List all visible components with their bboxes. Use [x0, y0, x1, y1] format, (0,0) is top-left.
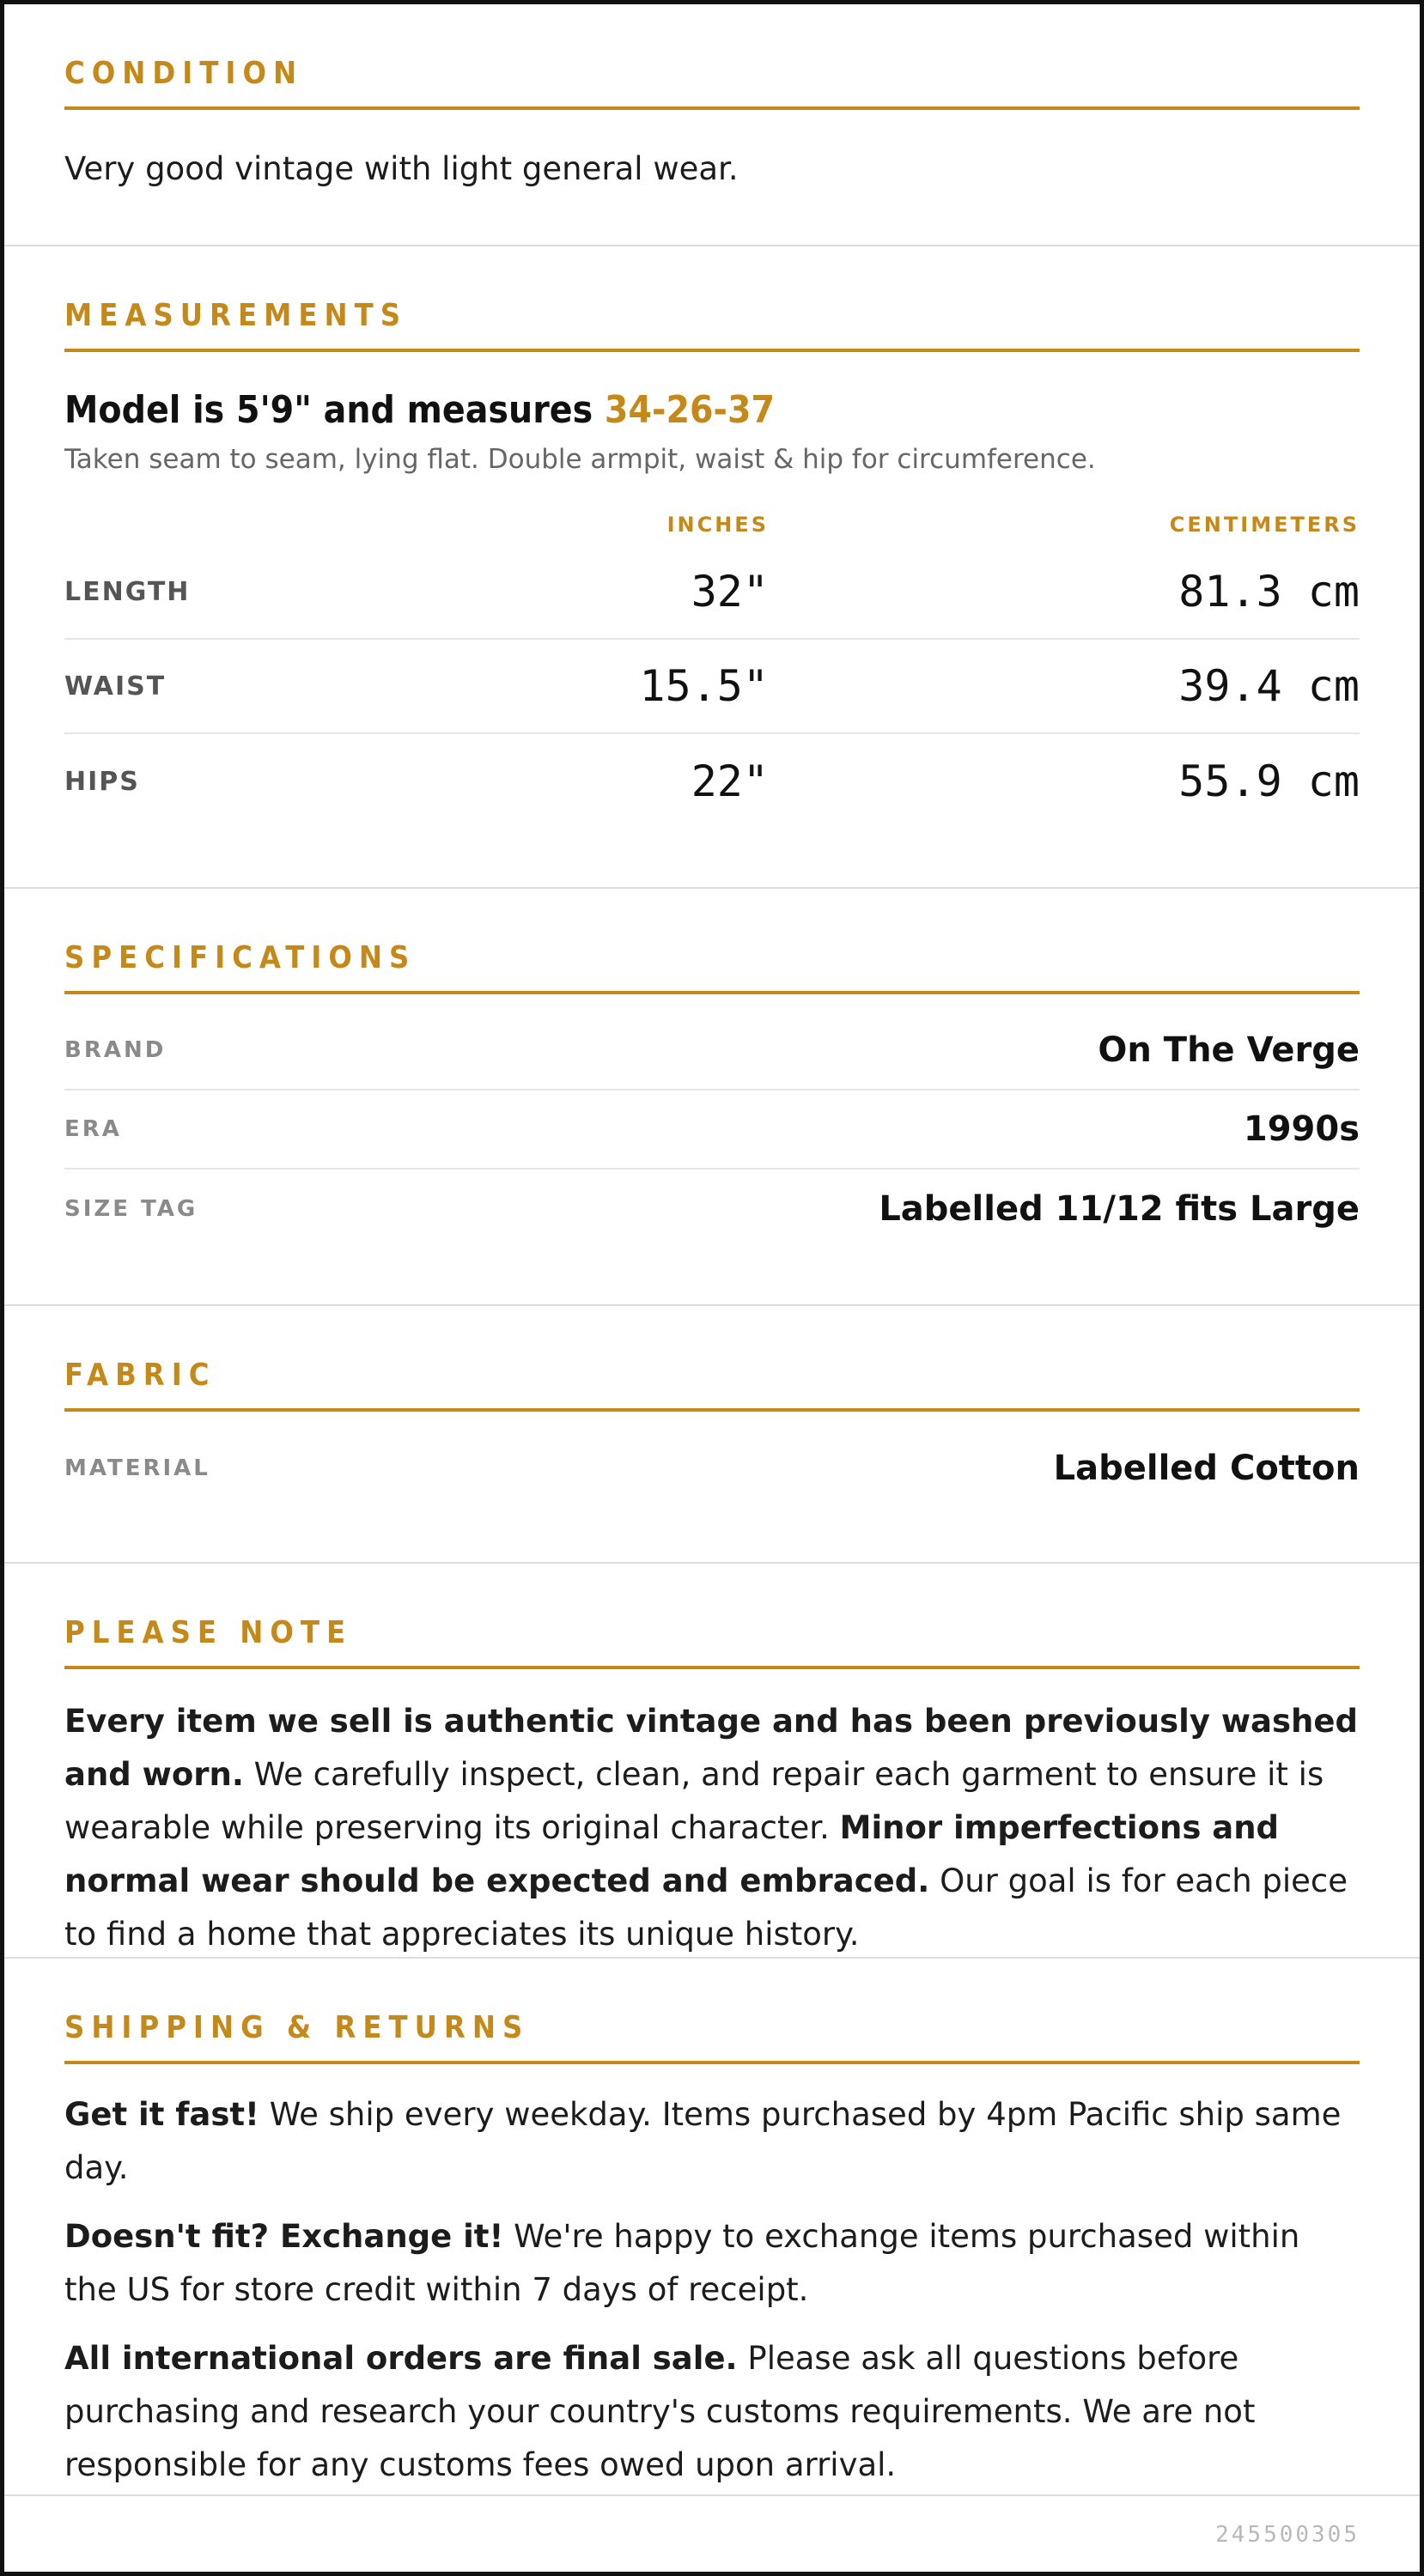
spec-row-era: [64, 1091, 1360, 1170]
measurement-label: WAIST: [64, 671, 167, 702]
measurements-section: [4, 246, 1420, 889]
condition-text: Very good vintage with light general wear.: [64, 150, 739, 187]
condition-section: [4, 4, 1420, 246]
measurement-inches: 32": [691, 567, 769, 617]
spec-value: Labelled 11/12 fits Large: [879, 1189, 1360, 1229]
measurement-label: HIPS: [64, 766, 140, 797]
spec-key: ERA: [64, 1116, 122, 1142]
measurement-cm: 55.9 cm: [1178, 756, 1360, 806]
measurements-heading: MEASUREMENTS: [64, 298, 1360, 352]
spec-value: 1990s: [1243, 1109, 1360, 1149]
shipping-paragraph-text: We're happy to exchange items purchased within the US for store credit within 7 days of receipt.: [64, 2218, 1300, 2308]
table-row: [64, 545, 1360, 640]
spec-value: Labelled Cotton: [1053, 1449, 1360, 1488]
spec-key: MATERIAL: [64, 1455, 210, 1481]
please-note-text-1: We carefully inspect, clean, and repair each garment to ensure it is wearable while preserving its original character.: [64, 1756, 1324, 1846]
footer: [4, 2496, 1420, 2573]
table-row: [64, 734, 1360, 829]
measurement-inches: 22": [691, 756, 769, 806]
measurements-table: [64, 504, 1360, 829]
shipping-paragraph: [64, 2332, 1360, 2492]
fabric-list: [64, 1429, 1360, 1508]
shipping-paragraph: [64, 2088, 1360, 2195]
shipping-returns-text: [64, 2088, 1360, 2492]
please-note-text-2: Our goal is for each piece to find a home that appreciates its unique history.: [64, 1862, 1348, 1953]
fabric-heading: FABRIC: [64, 1358, 1360, 1412]
fabric-section: [4, 1306, 1420, 1564]
col-header-inches: INCHES: [666, 513, 769, 537]
measurements-table-header: [64, 504, 1360, 545]
shipping-returns-section: [4, 1959, 1420, 2496]
specifications-list: [64, 1012, 1360, 1249]
shipping-paragraph-bold: All international orders are final sale.: [64, 2340, 738, 2377]
spec-row-brand: [64, 1012, 1360, 1091]
please-note-text: [64, 1695, 1360, 1961]
measurements-note: Taken seam to seam, lying flat. Double armpit, waist & hip for circumference.: [64, 444, 1096, 475]
shipping-paragraph-bold: Doesn't fit? Exchange it!: [64, 2218, 504, 2255]
shipping-paragraph-text: We ship every weekday. Items purchased by 4pm Pacific ship same day.: [64, 2096, 1342, 2186]
sku-number: 245500305: [1215, 2522, 1360, 2548]
shipping-paragraph-text: Please ask all questions before purchasing and research your country's customs requirements. We are not responsible for any customs fees owed upon arrival.: [64, 2340, 1256, 2483]
model-measures-line: [64, 388, 1360, 432]
specifications-section: [4, 889, 1420, 1306]
condition-heading: CONDITION: [64, 56, 1360, 110]
please-note-section: [4, 1564, 1420, 1959]
col-header-centimeters: CENTIMETERS: [1169, 513, 1360, 537]
spec-row-size-tag: [64, 1170, 1360, 1249]
table-row: [64, 640, 1360, 734]
shipping-paragraph-bold: Get it fast!: [64, 2096, 259, 2133]
please-note-bold-2: Minor imperfections and normal wear should be expected and embraced.: [64, 1809, 1280, 1899]
spec-row-material: [64, 1429, 1360, 1508]
spec-key: BRAND: [64, 1037, 167, 1063]
please-note-bold-1: Every item we sell is authentic vintage and has been previously washed and worn.: [64, 1703, 1358, 1793]
please-note-heading: PLEASE NOTE: [64, 1615, 1360, 1669]
spec-value: On The Verge: [1098, 1030, 1360, 1070]
spec-key: SIZE TAG: [64, 1196, 198, 1222]
measurement-cm: 39.4 cm: [1178, 661, 1360, 711]
model-measures-prefix: Model is 5'9" and measures: [64, 388, 605, 432]
measurement-cm: 81.3 cm: [1178, 567, 1360, 617]
shipping-paragraph: [64, 2210, 1360, 2317]
measurement-inches: 15.5": [639, 661, 769, 711]
shipping-returns-heading: SHIPPING & RETURNS: [64, 2010, 1360, 2064]
specifications-heading: SPECIFICATIONS: [64, 940, 1360, 994]
measurement-label: LENGTH: [64, 576, 191, 607]
model-measures-value: 34-26-37: [604, 388, 776, 432]
